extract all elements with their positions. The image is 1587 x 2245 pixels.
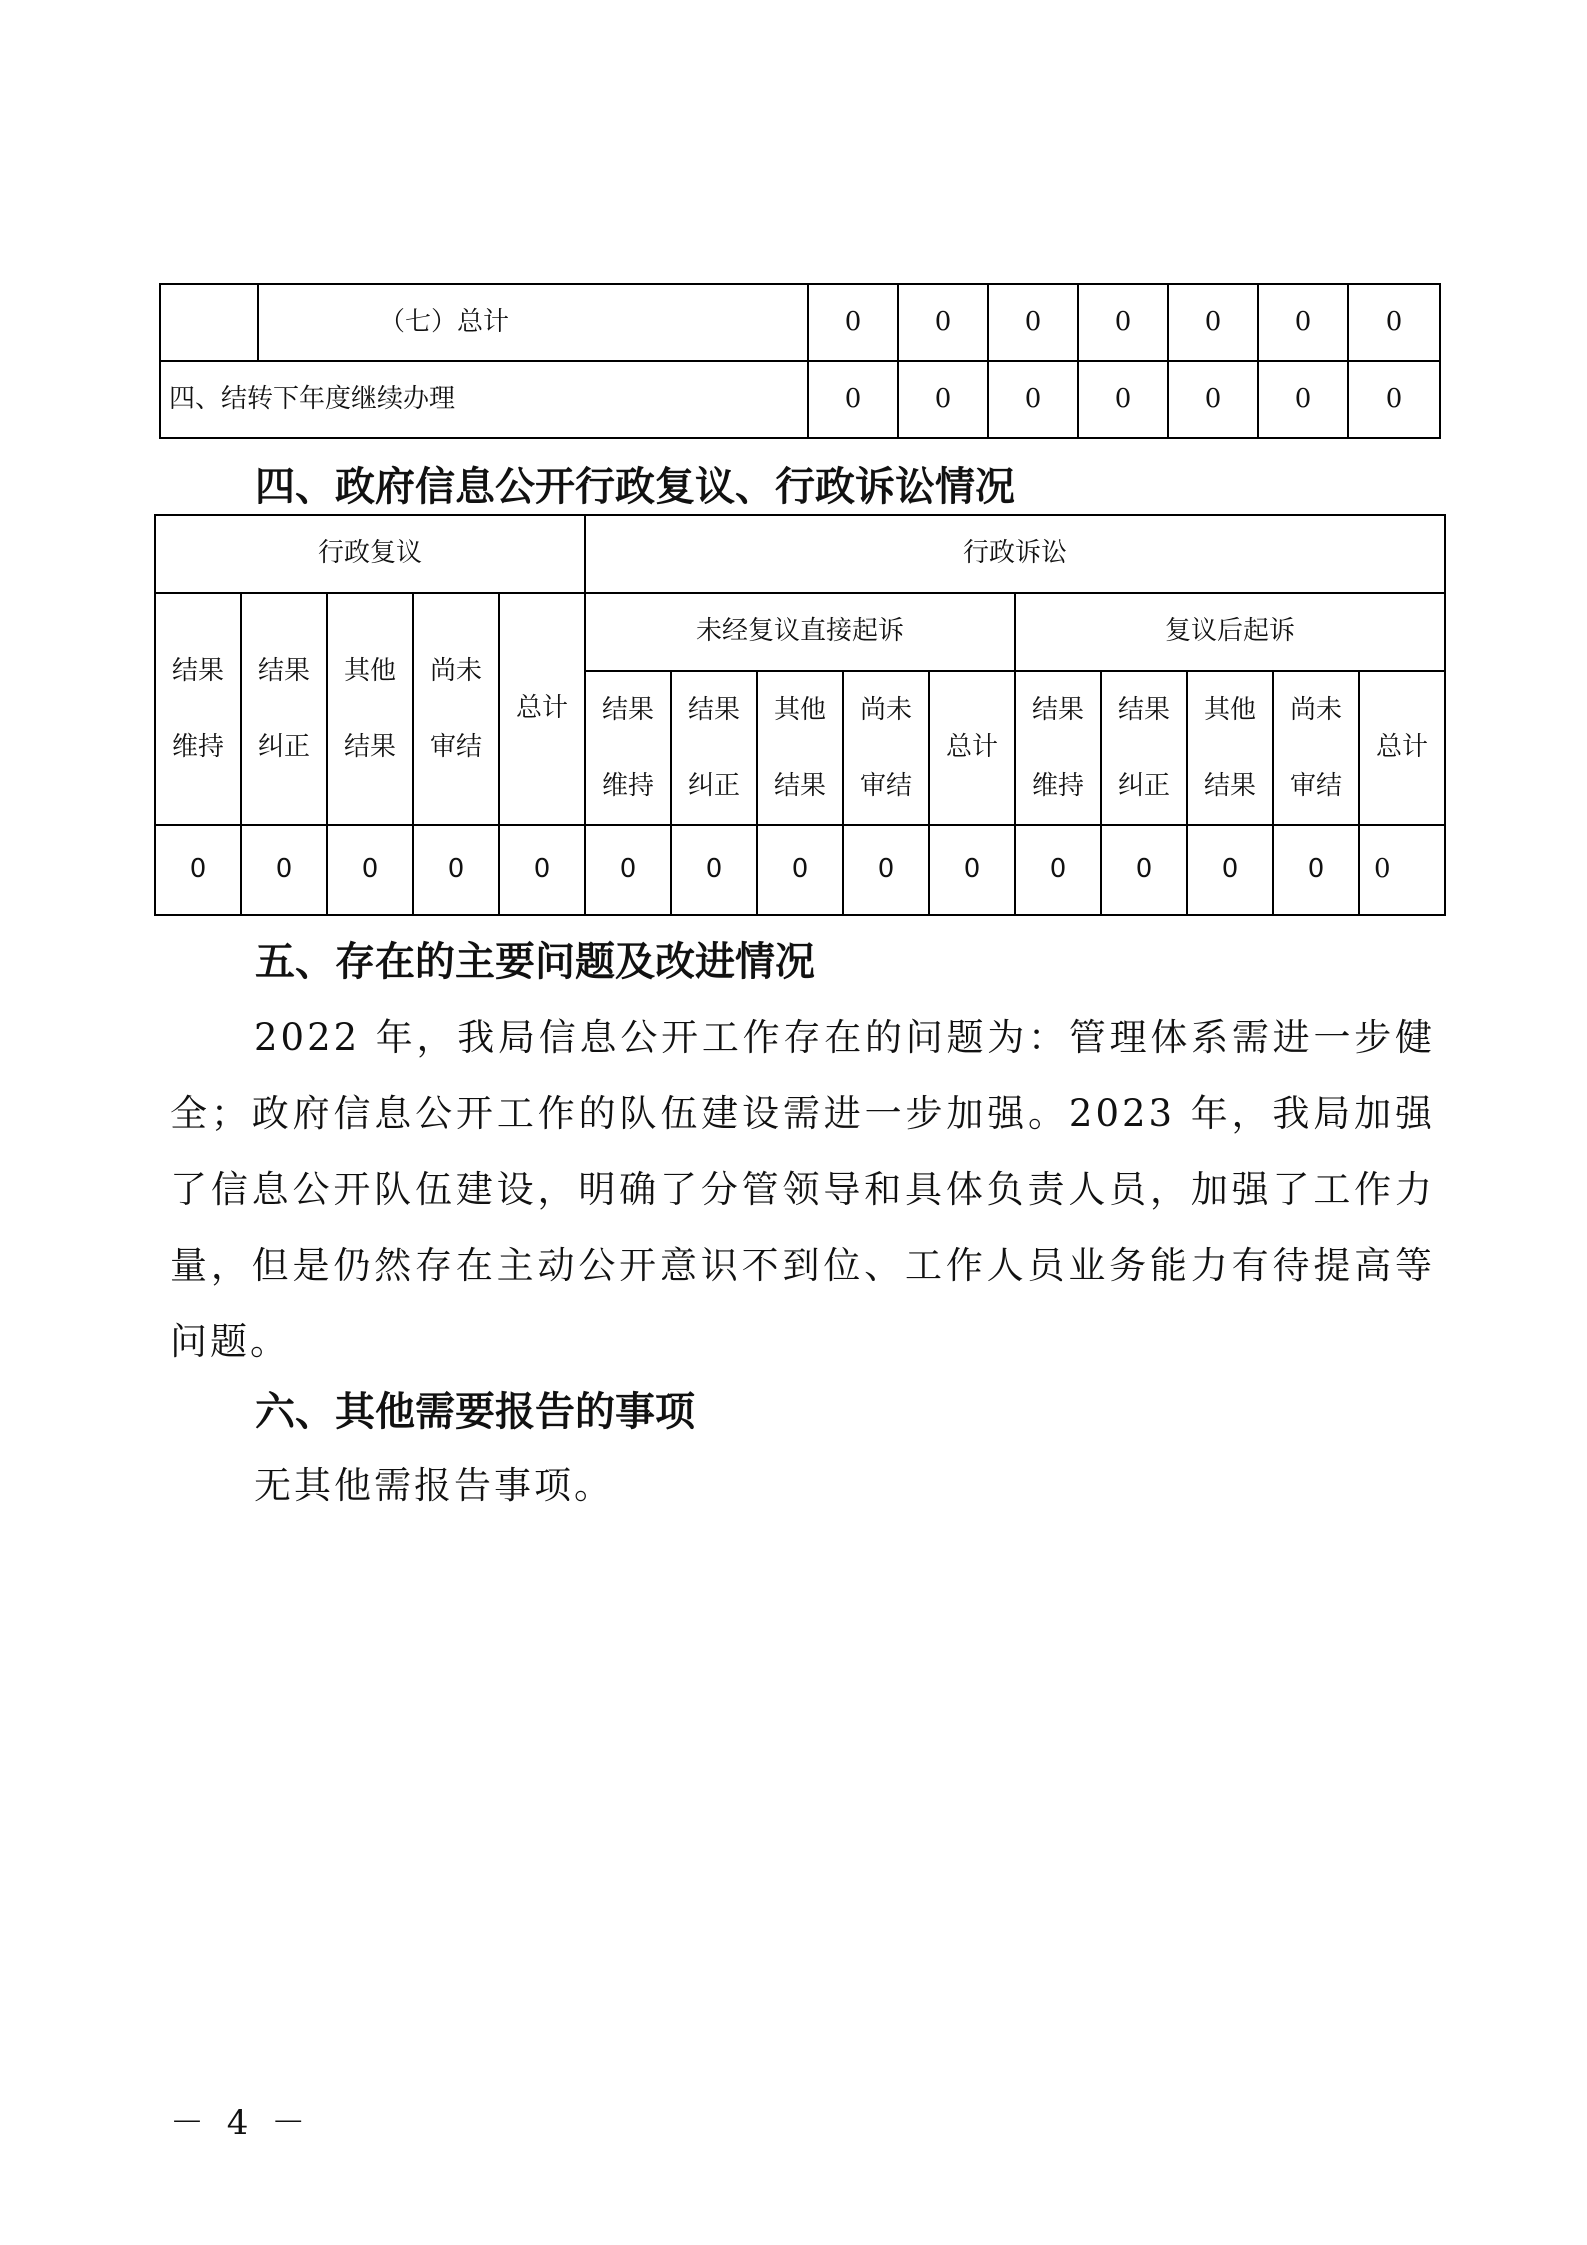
review-litigation-table: [154, 514, 1446, 916]
section5-paragraph: 2022 年，我局信息公开工作存在的问题为：管理体系需进一步健全；政府信息公开工作的队伍建设需进一步加强。2023 年，我局加强了信息公开队伍建设，明确了分管领导和具体负责人员，加强了工作力量，但是仍然存在主动公开意识不到位、工作人员业务能力有待提高等问题。: [170, 1016, 1435, 1363]
table-row: 结果 维持 结果 纠正 其他 结果 尚未 审结 总计 未经复议直接起诉 复议后起诉: [155, 593, 1445, 671]
header-direct: 未经复议直接起诉: [585, 593, 1015, 671]
table-row: 0 0 0 0 0 0 0 0 0 0 0 0 0 0 0: [155, 825, 1445, 915]
header-after-review: 复议后起诉: [1015, 593, 1445, 671]
table-row: （七）总计 0 0 0 0 0 0 0: [160, 284, 1440, 361]
section6-paragraph: 无其他需报告事项。: [254, 1464, 614, 1507]
table-row: [155, 515, 1445, 593]
table-row: 结果 维持 结果 纠正 其他 结果 尚未 审结 总计 结果 维持 结果 纠正 其他 结果 尚未 审结 总计: [155, 671, 1445, 825]
disposal-table: [159, 283, 1441, 439]
row-label: 四、结转下年度继续办理: [160, 361, 808, 438]
section6-heading: 六、其他需要报告的事项: [255, 1389, 695, 1435]
row-label: （七）总计: [258, 284, 808, 361]
header-litigation: 行政诉讼: [585, 515, 1445, 593]
table-row: 四、结转下年度继续办理 0 0 0 0 0 0 0: [160, 361, 1440, 438]
section5-heading: 五、存在的主要问题及改进情况: [255, 939, 815, 985]
section4-heading: 四、政府信息公开行政复议、行政诉讼情况: [255, 464, 1015, 510]
header-review: 行政复议: [155, 515, 585, 593]
page-number: － 4 －: [170, 2103, 312, 2143]
